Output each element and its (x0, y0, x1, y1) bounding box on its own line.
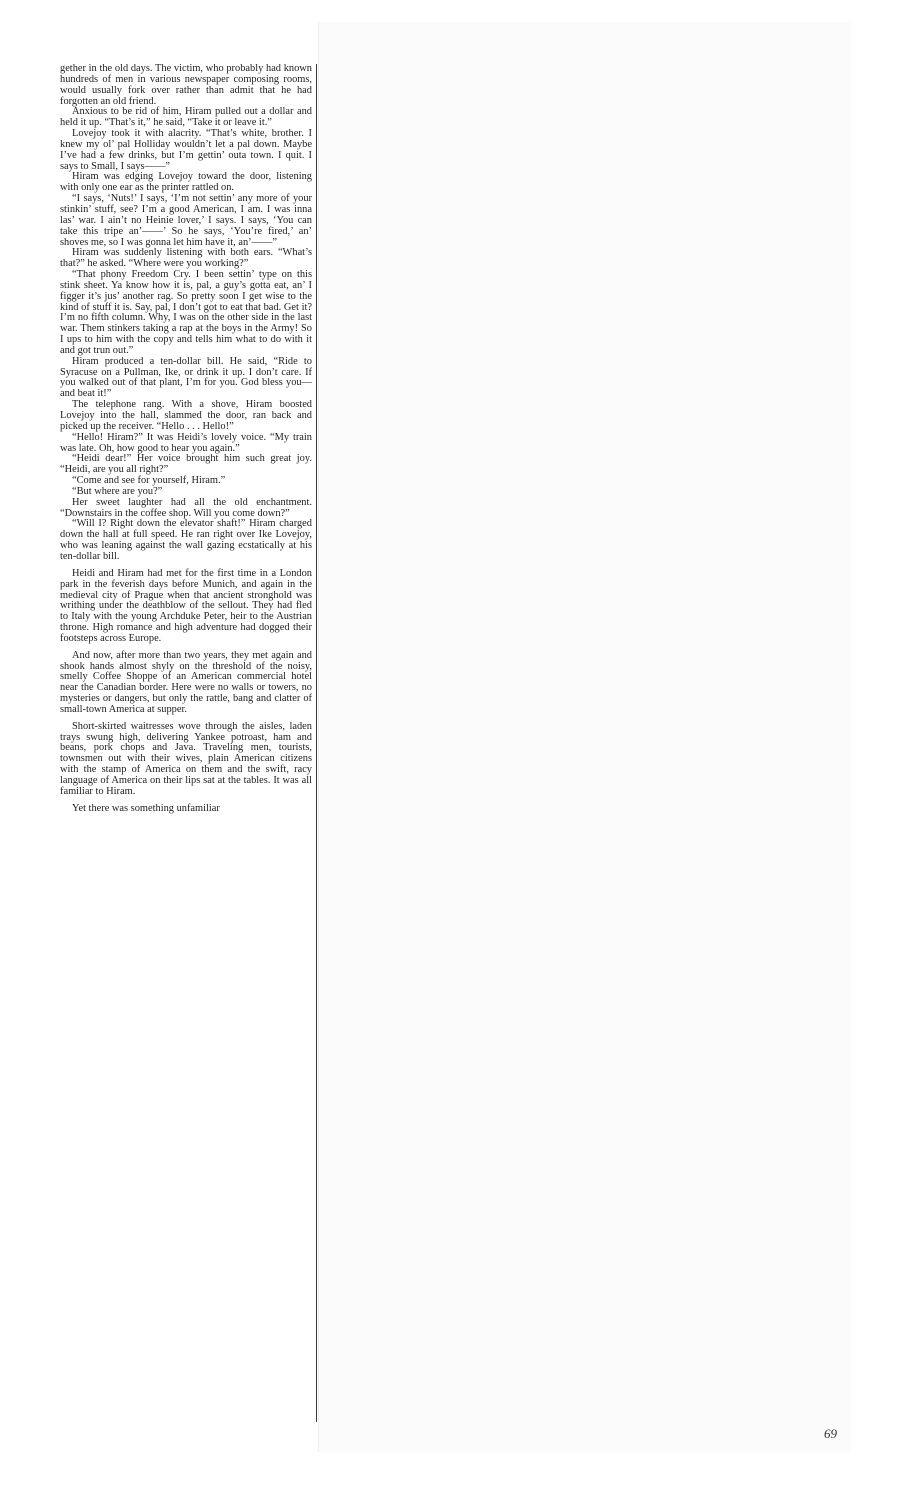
paragraph-10: “Hello! Hiram?” It was Heidi’s lovely voice. “My train was late. Oh, how good to hear you again.” (60, 431, 312, 454)
paragraph-16: Heidi and Hiram had met for the first time in a London park in the feverish days before Munich, and again in the medieval city of Prague when that ancient stronghold was writhing under the deathblow of the sellout. They had fled to Italy with the young Archduke Peter, heir to the Austrian throne. High romance and high adventure had dogged their footsteps across Europe. (60, 567, 312, 644)
paragraph-11: “Heidi dear!” Her voice brought him such great joy. “Heidi, are you all right?” (60, 453, 312, 476)
paragraph-6: Hiram was suddenly listening with both ears. “What’s that?” he asked. “Where were you working?” (60, 247, 312, 270)
paragraph-15: “Will I? Right down the elevator shaft!” Hiram charged down the hall at full speed. He ran right over Ike Lovejoy, who was leaning against the wall gazing ecstatically at his ten-dollar bill. (60, 518, 312, 562)
column-rule (316, 64, 317, 1422)
paragraph-4: Hiram was edging Lovejoy toward the door, listening with only one ear as the printer rattled on. (60, 171, 312, 194)
paragraph-13: “But where are you?” (72, 485, 163, 497)
paragraph-7: “That phony Freedom Cry. I been settin’ type on this stink sheet. Ya know how it is, pal, a guy’s gotta eat, an’ I figger it’s jus’ another rag. So pretty soon I get wise to the kind of stuff it is. Say, pal, I don’t got to eat that bad. Get it? I’m no fifth column. Why, I was on the other side in the last war. Them stinkers taking a rap at the boys in the Army! So I ups to him with the copy and tells him what to do with it and got trun out.” (60, 269, 312, 356)
article-column (60, 64, 312, 815)
paragraph-5: “I says, ‘Nuts!’ I says, ‘I’m not settin’ any more of your stinkin’ stuff, see? I’m a good American, I am. I was inna las’ war. I ain’t no Heinie lover,’ I says. I says, ‘You can take this tripe an’——’ So he says, ‘You’re fired,’ an’ shoves me, so I was gonna let him have it, an’——” (60, 193, 312, 248)
blank-page-area (318, 22, 851, 1452)
paragraph-19: Yet there was something unfamiliar (72, 802, 220, 814)
paragraph-18: Short-skirted waitresses wove through the aisles, laden trays swung high, delivering Yankee potroast, ham and beans, pork chops and Java. Traveling men, tourists, townsmen out with their wives, plain American citizens with the stamp of America on them and the swift, racy language of America on their lips sat at the tables. It was all familiar to Hiram. (60, 720, 312, 797)
paragraph-14: Her sweet laughter had all the old enchantment. “Downstairs in the coffee shop. Will you come down?” (60, 496, 312, 519)
paragraph-1: gether in the old days. The victim, who probably had known hundreds of men in various newspaper composing rooms, would usually fork over rather than admit that he had forgotten an old friend. (60, 63, 312, 107)
paragraph-2: Anxious to be rid of him, Hiram pulled out a dollar and held it up. “That’s it,” he said, “Take it or leave it.” (60, 106, 312, 129)
paragraph-9: The telephone rang. With a shove, Hiram boosted Lovejoy into the hall, slammed the door, ran back and picked up the receiver. “Hello . . . Hello!” (60, 399, 312, 432)
paragraph-17: And now, after more than two years, they met again and shook hands almost shyly on the threshold of the noisy, smelly Coffee Shoppe of an American commercial hotel near the Canadian border. Here were no walls or towers, no mysteries or dangers, but only the rattle, bang and clatter of small-town America at supper. (60, 649, 312, 715)
paragraph-3: Lovejoy took it with alacrity. “That’s white, brother. I knew my ol’ pal Holliday wouldn’t let a pal down. Maybe I’ve had a few drinks, but I’m gettin’ outa town. I quit. I says to Small, I says——” (60, 128, 312, 172)
page-number: 69 (824, 1426, 837, 1441)
paragraph-8: Hiram produced a ten-dollar bill. He said, “Ride to Syracuse on a Pullman, Ike, or drink it up. I don’t care. If you walked out of that plant, I’m for you. God bless you—and beat it!” (60, 355, 312, 400)
paragraph-12: “Come and see for yourself, Hiram.” (72, 475, 226, 487)
